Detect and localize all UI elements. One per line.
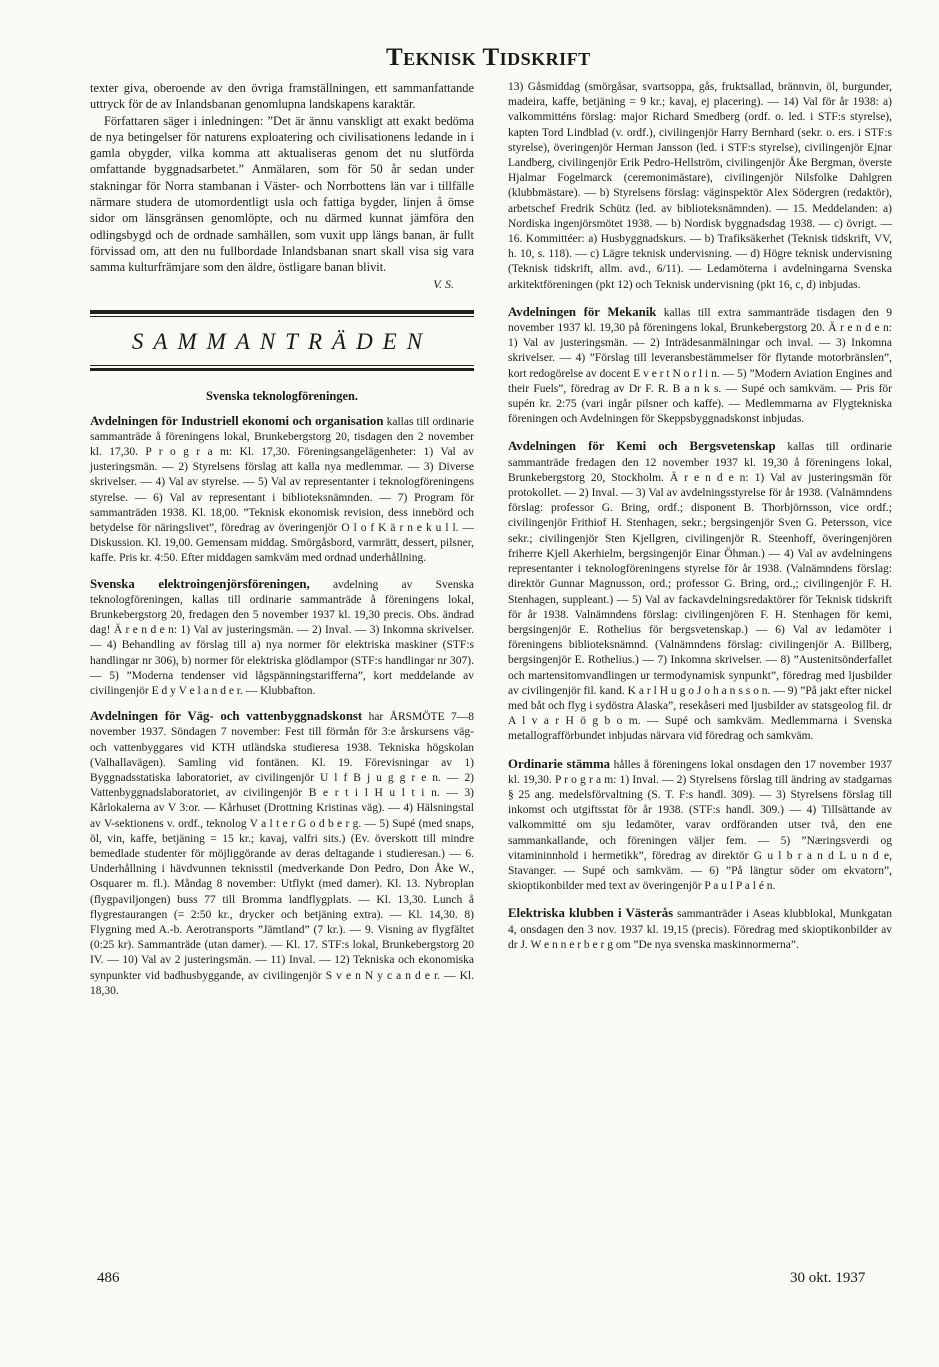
notice-text: kallas till ordinarie sammanträde å föreningens lokal, Brunkebergstorg 20, tisdagen den 2 november kl. 17,30. P r o g r a m: Kl. 17,30. Föreningsangelägenheter: 1) Val av justeringsmän. — 2) Styrelsens förslag att kalla nya medlemmar. — 3) Diverse skrivelser. — 4) Val av styrelse. — 5) Val av representanter i teknologföreningens styrelse. — 6) Val av representant i biblioteksnämnden. — 7) Program för sammanträden 1938. Kl. 18,00. ”Teknisk ekonomisk revision, dess innebörd och betydelse för näringslivet”, föredrag av överingenjör O l o f K ä r n e k u l l. — Diskussion. Kl. 19,00. Gemensam middag. Smörgåsbord, varmrätt, dessert, pilsner, kaffe. Pris kr. 4:50. Efter middagen samkväm med ordnad underhållning. [90, 415, 474, 565]
society-title: Svenska teknologföreningen. [206, 388, 358, 403]
notice-text: hålles å föreningens lokal onsdagen den 17 november 1937 kl. 19,30. P r o g r a m: 1) Inval. — 2) Styrelsens förslag till ändring av stadgarnas § 25 ang. medelsförvaltning (S. T. F:s handl. 309). — 3) Styrelsens förslag till inkomst och utgiftsstat för år 1938. (STF:s handl. 309.) — 4) Tillsättande av valkommitté om sju ledamöter, varav ordföranden utser två, den ene sammankallande, och föreningen väljer fem. — 5) ”Næringsverdi og vitamininnhold i hermetikk”, föredrag av direktör G u l b r a n d L u n d e, Stavanger. — Supé och samkväm. — 6) ”På längtur söder om ekvatorn”, skioptikonbilder med text av överingenjör P a u l P a l é n. [508, 758, 893, 893]
notice-title: Elektriska klubben i Västerås [508, 906, 674, 921]
notice-text: sammanträder i Aseas klubblokal, Munkgatan 4, onsdagen den 3 nov. 1937 kl. 19,15 (precis). Föredrag med skioptikonbilder av dr J. W e n n e r b e r g om ”De nya svenska maskinnormerna”. [508, 908, 892, 951]
notice-block [90, 709, 474, 999]
continued-text: 13) Gåsmiddag (smörgåsar, svartsoppa, gås, fruktsallad, brännvin, öl, burgunder, madeira, kaffe, betjäning = 9 kr.; kavaj, ej placering). — 14) Val för år 1938: a) valkommitténs förslag: major Richard Smedberg (ordf. o. led. i STF:s styrelse), kapten Tord Lindblad (v. ordf.), civilingenjör Harry Bernhard (sekr. o. ers. i STF:s styrelse), överingenjör Herman Jansson (led. i STF:s styrelse), civilingenjör Ejnar Landberg, civilingenjör Erik Pedro-Hellström, civilingenjör Åke Bergman, överste Hjalmar Fogelmarck (ceremonimästare), civilingenjör Nilsfolke Dahlgren (klubbmästare). — b) Styrelsens förslag: väginspektör Alex Södergren (redaktör), arbetschef Fredrik Schütz (led. av biblioteksnämnden). — 15. Meddelanden: a) Nordiska ingenjörsmötet 1938. — b) Nordisk byggnadsdag 1938. — c) övrigt. — 16. Kommittéer: a) Husbyggnadskurs. — b) Trafiksäkerhet (Teknisk tidskrift, VV, h. 10, s. 118). — c) Lägre teknisk undervisning. — d) Högre teknisk undervisning (Teknisk tidskrift, allm. avd., 6/11). — Ledamöterna i avdelningarna Svenska arkitektföreningen (pkt 12) och Teknisk undervisning (pkt 16, c, d) inbjudas. [508, 81, 892, 291]
left-column [90, 80, 474, 999]
section-heading: SAMMANTRÄDEN [131, 328, 433, 354]
notice-title: Ordinarie stämma [508, 756, 611, 771]
notice-title: Avdelningen för Industriell ekonomi och organisation [90, 413, 384, 428]
notice-text: avdelning av Svenska teknologföreningen, kallas till ordinarie sammanträde å föreningens lokal, Brunkebergstorg 20, fredagen den 5 november 1937 kl. 19,30 precis. Obs. ändrad dag! Ä r e n d e n: 1) Val av justeringsmän. — 2) Inval. — 3) Inkomna skrivelser. — 4) Behandling av förslag till a) nya normer för elektriska maskiner (STF:s handlingar nr 306), b) normer för elektriska glödlampor (STF:s handlingar nr 307). — 5) ”Moderna tendenser vid lågspänningstarifferna”, kort meddelande av civilingenjör E d y V e l a n d e r. — Klubbafton. [90, 578, 474, 698]
notice-block [508, 439, 892, 744]
rule-divider [90, 368, 474, 371]
notice-title: Avdelningen för Väg- och vattenbyggnadskonst [90, 709, 363, 724]
issue-date: 30 okt. 1937 [790, 1270, 866, 1286]
page-number: 486 [97, 1270, 120, 1286]
section-banner [90, 310, 474, 371]
notice-block [90, 577, 474, 700]
notice-block [508, 305, 892, 428]
rule-divider [90, 365, 474, 366]
review-paragraph: Författaren säger i inledningen: ”Det är ännu vanskligt att exakt bedöma de nya betingelser för naturens exploatering och civilisationens ledande in i gamla obygder, vilka komma att aktualiseras genom det nu slutförda omfattande byggnadsarbetet.” Anmälaren, som för 50 år sedan under stakningar för Norra stambanan i Väster- och Norrbottens län var i tillfälle närmare studera de utomordentligt usla och fattiga bygder, linjen å ömse sidor om länsgränsen genomlöpte, och nu därmed kunnat jämföra den odlingsbygd och de ordnade samhällen, som vuxit upp längs banan, är fullt förvissad om, att den nu fullbordade Inlandsbanan snart skall visa sig vara samma kulturfrämjare som den äldre, östligare banan blivit. [90, 113, 474, 275]
notice-text: kallas till extra sammanträde tisdagen den 9 november 1937 kl. 19,30 på föreningens lokal, Brunkebergstorg 20. Ä r e n d e n: 1) Val av justeringsmän. — 2) Inträdesanmälningar och inval. — 3) Inkomna skrivelser. — 4) ”Förslag till leveransbestämmelser för flytande motorbränslen”, kort redogörelse av docent E v e r t N o r l i n. — 5) ”Modern Aviation Engines and their Fuels”, föredrag av Dr F. R. B a n k s. — Supé och samkväm. — Pris för supén kr. 2:75 (vari ingår pilsner och kaffe). — Medlemmarna av Flygtekniska föreningen och Avdelningen för Skeppsbyggnadskonst inbjudas. [508, 306, 892, 426]
notice-text: har ÅRSMÖTE 7—8 november 1937. Söndagen 7 november: Fest till förmån för 3:e årskursens väg- och vattenbyggares vid KTH utländska studieresa 1938. Tekniska högskolan (Valhallavägen). Samling vid fontänen. Kl. 19. Förevisningar av 1) Byggnadsstatiska laboratoriet, av civilingenjör U l f B j u g g r e n. — 2) Vattenbyggnadslaboratoriet, av civilingenjör B e r t i l H u l t i n. — 3) Kårlokalerna av V 3:or. — Kårhuset (Drottning Kristinas väg). — 4) Hälsningstal av V-sektionens v. ordf., teknolog V a l t e r G o d b e r g. — 5) Supé (med snaps, öl, vin, kaffe, betjäning = 15 kr.; kavaj, valfri sits.) (Ev. överskott till mindre bemedlade studenter för möjliggörande av deras deltagande i studieresan.) — 6. Underhållning i hävdvunnen teknisstil (medverkande Don Pedro, Don Åke W., Osquarer m. fl.). Måndag 8 november: Utflykt (med damer). Kl. 13. Nybroplan (flygpaviljongen) buss 77 till Bromma landflygplats. — Kl. 13,30. Lunch å flygrestaurangen (= 2:50 kr., drycker och betjäning extra). — Kl. 14,30. 8) Flygning med A.-b. Aerotransports ”Jämtland” (7 kr.). — 9. Visning av flygfältet (0:25 kr). Sammanträde (utan damer). — Kl. 17. STF:s lokal, Brunkebergstorg 20 IV. — 10) Val av 2 justeringsmän. — 11) Inval. — 12) Tekniska och ekonomiska synpunkter vid badhusbyggande, av civilingenjör S v e n N y c a n d e r. — Kl. 18,30. [90, 711, 474, 997]
notice-title: Avdelningen för Kemi och Bergsvetenskap [508, 439, 776, 454]
notice-block [508, 757, 892, 895]
rule-divider [90, 316, 474, 317]
masthead: Teknisk Tidskrift [386, 44, 591, 71]
review-paragraph: texter giva, oberoende av den övriga framställningen, ett sammanfattande uttryck för de av Inlandsbanan genomlupna landskapens karaktär. [90, 81, 474, 112]
notice-title: Avdelningen för Mekanik [508, 304, 657, 319]
review-signature: V. S. [433, 276, 454, 291]
notice-text: kallas till ordinarie sammanträde fredagen den 12 november 1937 kl. 19,30 å föreningens lokal, Brunkebergstorg 20, Stockholm. Ä r e n d e n: 1) Val av justeringsmän för protokollet. — 2) Inval. — 3) Val av avdelningsstyrelse för år 1938. (Valnämndens förslag: professor G. Bring, ordf.; disponent B. Thorbjörnsson, vice ordf.; civilingenjör Frithiof H. Stenhagen, sekr.; bergsingenjör Sven G. Petersson, vice sekr.; civilingenjör Sten Kjellgren, civilingenjör R. Steenhoff, överingenjören friherre Kjell Akerhielm, bergsingenjör Einar Öhman.) — 4) Val av avdelningens representanter i teknologföreningens styrelse för år 1938. (Valnämndens förslag: direktör Gunnar Magnusson, ord.; professor G. Bring, ord.,; civilingenjör F. H. Stenhagen, suppleant.) — 5) Val av fackavdelningsredaktörer för Teknisk tidskrift för år 1938. Valnämndens förslag: civilingenjören F. H. Stenhagen för kemi, bergsingenjör E. Rothelius för bergsvetenskap.) — 6) Val av ledamöter i föreningens biblioteksnämnd. (Valnämndens förslag: civilingenjör A. Billberg, bergsingenjör E. Rothelius.) — 7) Inkomna skrivelser. — 8) ”Austenitsönderfallet och martensitomvandlingen ur termodynamisk synpunkt”, föredrag med ljusbilder av civilingenjör fil. kand. K a r l H u g o J o h a n s s o n. — 9) ”På jakt efter nickel med båt och flyg i sydöstra Alaska”, resekåseri med ljusbilder av statsgeolog fil. dr A l v a r H ö g b o m. — Supé och samkväm. Medlemmarna i Svenska metallografförbundet inbjudas närvara vid föredrag och samkväm. [508, 441, 892, 743]
review-text [90, 80, 474, 276]
rule-divider [90, 310, 474, 314]
notice-block [90, 414, 474, 567]
notice-title: Svenska elektroingenjörsföreningen, [90, 576, 310, 591]
right-column [508, 80, 892, 953]
notice-block [508, 906, 892, 953]
